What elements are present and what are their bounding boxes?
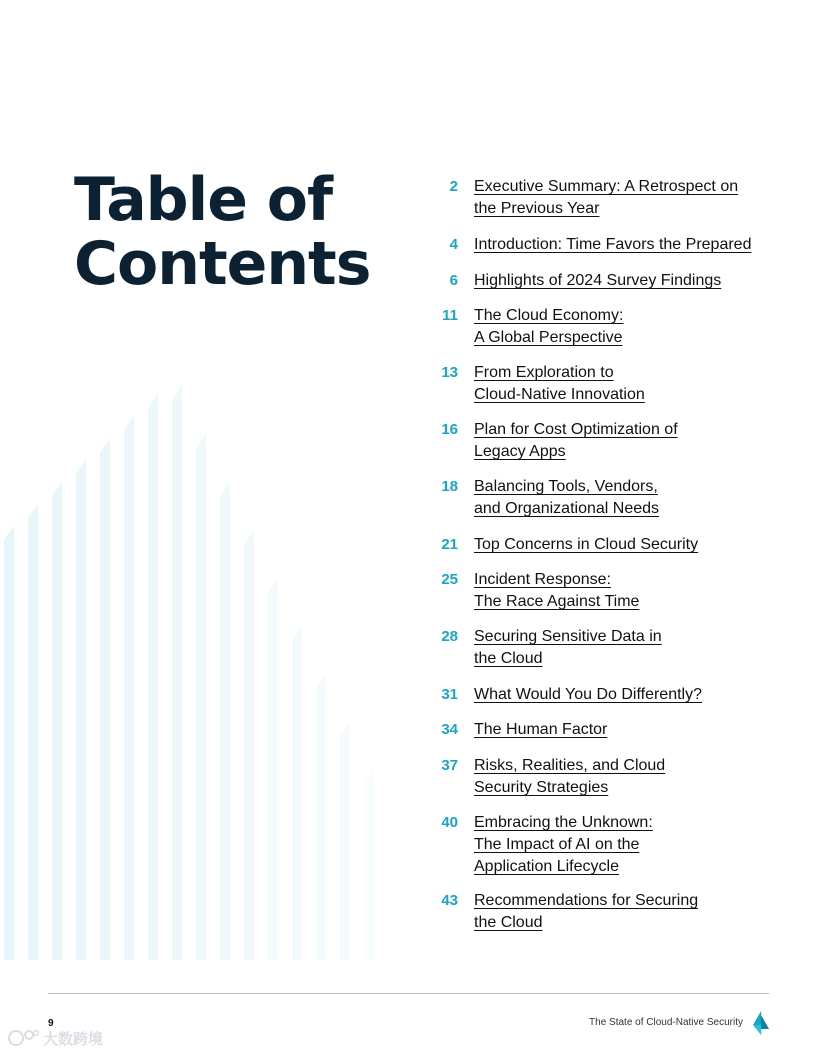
brand-logo-icon xyxy=(750,1011,770,1035)
toc-entry xyxy=(430,305,790,349)
toc-link[interactable] xyxy=(474,476,774,520)
toc-link-line: the Cloud xyxy=(474,914,543,931)
toc-link-line: Security Strategies xyxy=(474,779,609,796)
background-bar-cap xyxy=(100,438,110,452)
background-bar-cap xyxy=(52,482,62,496)
toc-link[interactable] xyxy=(474,234,774,256)
toc-link[interactable] xyxy=(474,176,774,220)
page-title-line-1: Table of xyxy=(74,165,333,235)
toc-entry xyxy=(430,812,790,878)
toc-page-number: 4 xyxy=(449,236,458,253)
table-of-contents xyxy=(430,176,790,934)
toc-entry xyxy=(430,362,790,406)
background-bar xyxy=(100,452,110,960)
toc-link-line: Introduction: Time Favors the Prepared xyxy=(474,236,752,253)
page-number: 9 xyxy=(48,1018,54,1029)
toc-link-line: Recommendations for Securing xyxy=(474,892,699,909)
toc-link[interactable] xyxy=(474,812,774,878)
background-bar-cap xyxy=(148,394,158,408)
background-bar-cap xyxy=(340,722,350,736)
background-bar-cap xyxy=(244,530,254,544)
toc-link-line: and Organizational Needs xyxy=(474,500,660,517)
toc-link-line: Incident Response: xyxy=(474,571,611,588)
toc-page-number: 13 xyxy=(441,364,458,381)
toc-link-line: Legacy Apps xyxy=(474,443,566,460)
toc-entry xyxy=(430,419,790,463)
background-bar-cap xyxy=(220,482,230,496)
footer-document-title: The State of Cloud-Native Security xyxy=(589,1017,743,1028)
toc-link-line: the Cloud xyxy=(474,650,543,667)
toc-entry xyxy=(430,476,790,520)
background-bar-cap xyxy=(292,626,302,640)
background-bar-cap xyxy=(76,460,86,474)
toc-link[interactable] xyxy=(474,362,774,406)
toc-page-number: 34 xyxy=(441,721,458,738)
toc-page-number: 40 xyxy=(441,814,458,831)
background-bar xyxy=(268,592,278,960)
page-title xyxy=(74,165,371,299)
background-bar xyxy=(148,408,158,960)
background-bar-cap xyxy=(28,504,38,518)
toc-page-number: 16 xyxy=(441,421,458,438)
background-bar xyxy=(244,544,254,960)
toc-link-line: Highlights of 2024 Survey Findings xyxy=(474,272,722,289)
toc-entry xyxy=(430,176,790,220)
toc-link-line: The Human Factor xyxy=(474,721,608,738)
toc-link[interactable] xyxy=(474,684,774,706)
toc-link-line: The Race Against Time xyxy=(474,593,640,610)
toc-entry xyxy=(430,234,790,256)
toc-page-number: 21 xyxy=(441,536,458,553)
footer-divider xyxy=(48,993,769,994)
background-bar-cap xyxy=(316,674,326,688)
toc-entry xyxy=(430,534,790,556)
background-bar xyxy=(76,474,86,960)
background-bar xyxy=(364,784,374,960)
background-bar xyxy=(340,736,350,960)
background-bar xyxy=(28,518,38,960)
toc-entry xyxy=(430,890,790,934)
toc-page-number: 31 xyxy=(441,686,458,703)
background-bar-cap xyxy=(268,578,278,592)
toc-link[interactable] xyxy=(474,626,774,670)
toc-link[interactable] xyxy=(474,569,774,613)
toc-link-line: From Exploration to xyxy=(474,364,614,381)
background-bar xyxy=(316,688,326,960)
toc-link[interactable] xyxy=(474,305,774,349)
toc-link-line: Executive Summary: A Retrospect on xyxy=(474,178,739,195)
toc-link-line: Plan for Cost Optimization of xyxy=(474,421,678,438)
toc-entry xyxy=(430,569,790,613)
toc-link[interactable] xyxy=(474,419,774,463)
toc-link[interactable] xyxy=(474,270,774,292)
toc-link-line: Top Concerns in Cloud Security xyxy=(474,536,699,553)
toc-entry xyxy=(430,684,790,706)
toc-page-number: 11 xyxy=(442,307,458,324)
toc-link[interactable] xyxy=(474,890,774,934)
toc-page-number: 28 xyxy=(441,628,458,645)
toc-page-number: 6 xyxy=(449,272,458,289)
background-bar-cap xyxy=(196,434,206,448)
toc-link-line: The Cloud Economy: xyxy=(474,307,624,324)
toc-page-number: 37 xyxy=(441,757,458,774)
toc-link-line: Embracing the Unknown: xyxy=(474,814,653,831)
toc-link-line: Application Lifecycle xyxy=(474,858,619,875)
background-bar xyxy=(196,448,206,960)
background-bar-cap xyxy=(364,770,374,784)
decorative-background-art xyxy=(0,380,420,960)
toc-entry xyxy=(430,719,790,741)
background-bar xyxy=(52,496,62,960)
toc-page-number: 2 xyxy=(449,178,458,195)
toc-page-number: 18 xyxy=(441,478,458,495)
toc-entry xyxy=(430,626,790,670)
toc-entry xyxy=(430,755,790,799)
toc-link-line: Risks, Realities, and Cloud xyxy=(474,757,666,774)
background-bar-cap xyxy=(4,526,14,540)
toc-link-line: Securing Sensitive Data in xyxy=(474,628,662,645)
background-bar-cap xyxy=(172,386,182,400)
toc-link[interactable] xyxy=(474,534,774,556)
background-bar-cap xyxy=(124,416,134,430)
toc-link[interactable] xyxy=(474,719,774,741)
background-bar xyxy=(4,540,14,960)
toc-page-number: 43 xyxy=(441,892,458,909)
toc-link-line: The Impact of AI on the xyxy=(474,836,640,853)
background-bar xyxy=(220,496,230,960)
toc-link[interactable] xyxy=(474,755,774,799)
toc-link-line: Cloud-Native Innovation xyxy=(474,386,645,403)
toc-link-line: Balancing Tools, Vendors, xyxy=(474,478,658,495)
toc-link-line: What Would You Do Differently? xyxy=(474,686,702,703)
watermark xyxy=(6,1027,116,1049)
toc-entry xyxy=(430,270,790,292)
watermark-text: 大数跨境 xyxy=(43,1030,104,1048)
toc-page-number: 25 xyxy=(441,571,458,588)
page-title-line-2: Contents xyxy=(74,229,371,299)
background-bar xyxy=(292,640,302,960)
background-bar xyxy=(172,400,182,960)
background-bar xyxy=(124,430,134,960)
toc-link-line: A Global Perspective xyxy=(474,329,623,346)
toc-link-line: the Previous Year xyxy=(474,200,600,217)
watermark-logo-icon xyxy=(6,1028,40,1048)
